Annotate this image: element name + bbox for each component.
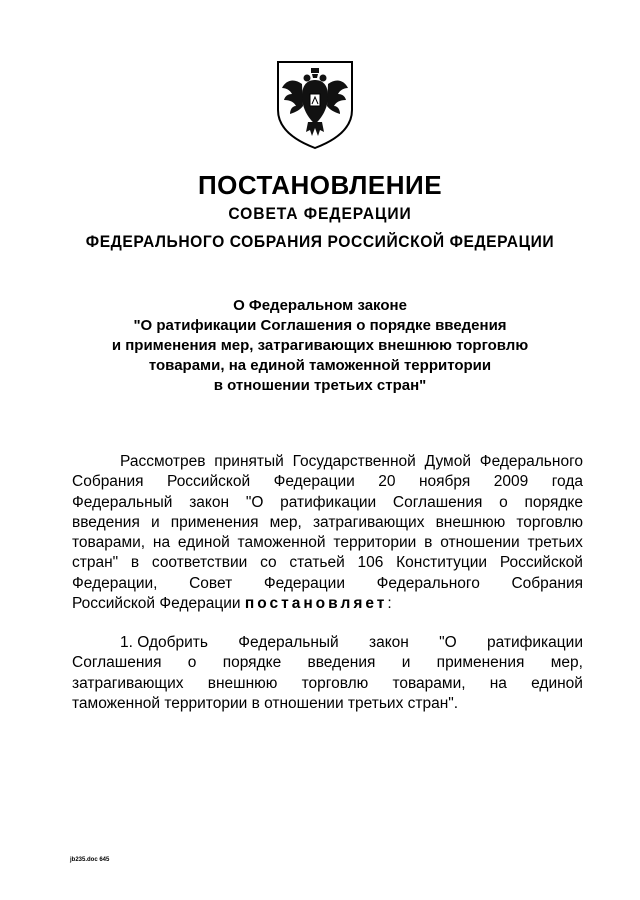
word: года [551, 473, 583, 491]
word: отношении [440, 534, 520, 552]
word: порядке [222, 654, 282, 672]
word: затрагивающих [312, 513, 425, 531]
word: внешнюю [435, 513, 506, 531]
word: 106 [357, 554, 384, 572]
word: стран" [72, 554, 119, 572]
document-footer-id: jb235.doc 645 [70, 857, 110, 863]
word: Федерации [273, 473, 355, 491]
colon: : [387, 595, 392, 613]
word: Федеральный [72, 493, 173, 511]
word: ноября [418, 473, 471, 491]
document-title: ПОСТАНОВЛЕНИЕ [197, 170, 443, 200]
word: Федеральный [238, 634, 339, 651]
law-heading-line: и применения мер, затрагивающих внешнюю торговлю [111, 337, 529, 354]
document-subtitle-line1: СОВЕТА ФЕДЕРАЦИИ [228, 204, 412, 223]
word: 20 [378, 473, 396, 491]
word: Соглашения [392, 493, 483, 511]
word: торговлю [301, 674, 369, 692]
document-subtitle-line2: ФЕДЕРАЛЬНОГО СОБРАНИЯ РОССИЙСКОЙ ФЕДЕРАЦИИ [85, 232, 555, 251]
word: таможенной [237, 534, 326, 552]
word: о [499, 493, 508, 511]
paragraph-line [72, 472, 583, 492]
paragraph-line [72, 633, 583, 653]
word: на [489, 674, 507, 692]
word: Федерального [479, 453, 583, 470]
word: Федерации [263, 574, 345, 592]
word: Соглашения [72, 654, 162, 672]
paragraph-line [72, 452, 583, 472]
word: со [260, 554, 277, 572]
word: порядке [524, 493, 583, 511]
word: товарами, [392, 674, 466, 692]
word: затрагивающих [72, 674, 184, 692]
word: Собрания [72, 473, 144, 491]
word: применения [436, 654, 525, 672]
word: третьих [527, 534, 583, 552]
word: закон [368, 634, 409, 651]
law-heading-line: О Федеральном законе [233, 297, 407, 314]
word: Федерального [376, 574, 480, 592]
word: "О [439, 634, 457, 651]
word: торговлю [516, 513, 583, 531]
word: ратификации [486, 634, 583, 651]
paragraph-line [72, 653, 583, 673]
word: Конституции [396, 554, 488, 572]
law-heading-line: в отношении третьих стран" [213, 377, 427, 394]
word: применения [170, 513, 259, 531]
paragraph-clause-1 [72, 633, 583, 714]
word: товарами, [72, 534, 146, 552]
word: ратификации [280, 493, 377, 511]
paragraph-line [72, 553, 583, 573]
paragraph-line: таможенной территории в отношении третьих стран". [72, 694, 459, 712]
word: внешнюю [207, 674, 278, 692]
paragraph-line [72, 674, 583, 694]
word: мер, [550, 654, 583, 672]
word: Собрания [511, 574, 583, 592]
law-heading-line: товарами, на единой таможенной территории [148, 357, 492, 374]
paragraph-line [72, 493, 583, 513]
word: Федерации, [72, 574, 158, 592]
word: соответствии [151, 554, 248, 572]
word: о [187, 654, 197, 672]
word: Думой [424, 453, 471, 470]
word: статьей [289, 554, 345, 572]
word: Государственной [292, 453, 416, 470]
word: введения [307, 654, 376, 672]
paragraph-line [72, 513, 583, 533]
word: Рассмотрев [120, 453, 206, 470]
word: единой [531, 674, 583, 692]
word: в [424, 534, 433, 552]
word: и [150, 513, 160, 531]
russian-coat-of-arms-icon [272, 58, 358, 150]
word: принятый [214, 453, 284, 470]
paragraph-preamble [72, 452, 583, 614]
word: на [152, 534, 171, 552]
paragraph-line [72, 533, 583, 553]
word: введения [72, 513, 140, 531]
word: Совет [189, 574, 233, 592]
word: и [401, 654, 411, 672]
law-heading [0, 296, 640, 396]
word: в [130, 554, 140, 572]
word: 1. Одобрить [120, 634, 208, 651]
word: единой [177, 534, 230, 552]
law-heading-line: "О ратификации Соглашения о порядке введения [133, 317, 507, 334]
word: мер, [269, 513, 302, 531]
paragraph-line [72, 594, 583, 614]
word: "О [245, 493, 264, 511]
word: Российской [499, 554, 583, 572]
resolution-verb: постановляет [244, 595, 388, 613]
paragraph-last-line-text: Российской Федерации [72, 595, 245, 613]
word: 2009 [493, 473, 529, 491]
paragraph-line [72, 574, 583, 594]
word: территории [333, 534, 417, 552]
word: Российской [167, 473, 251, 491]
word: закон [189, 493, 230, 511]
